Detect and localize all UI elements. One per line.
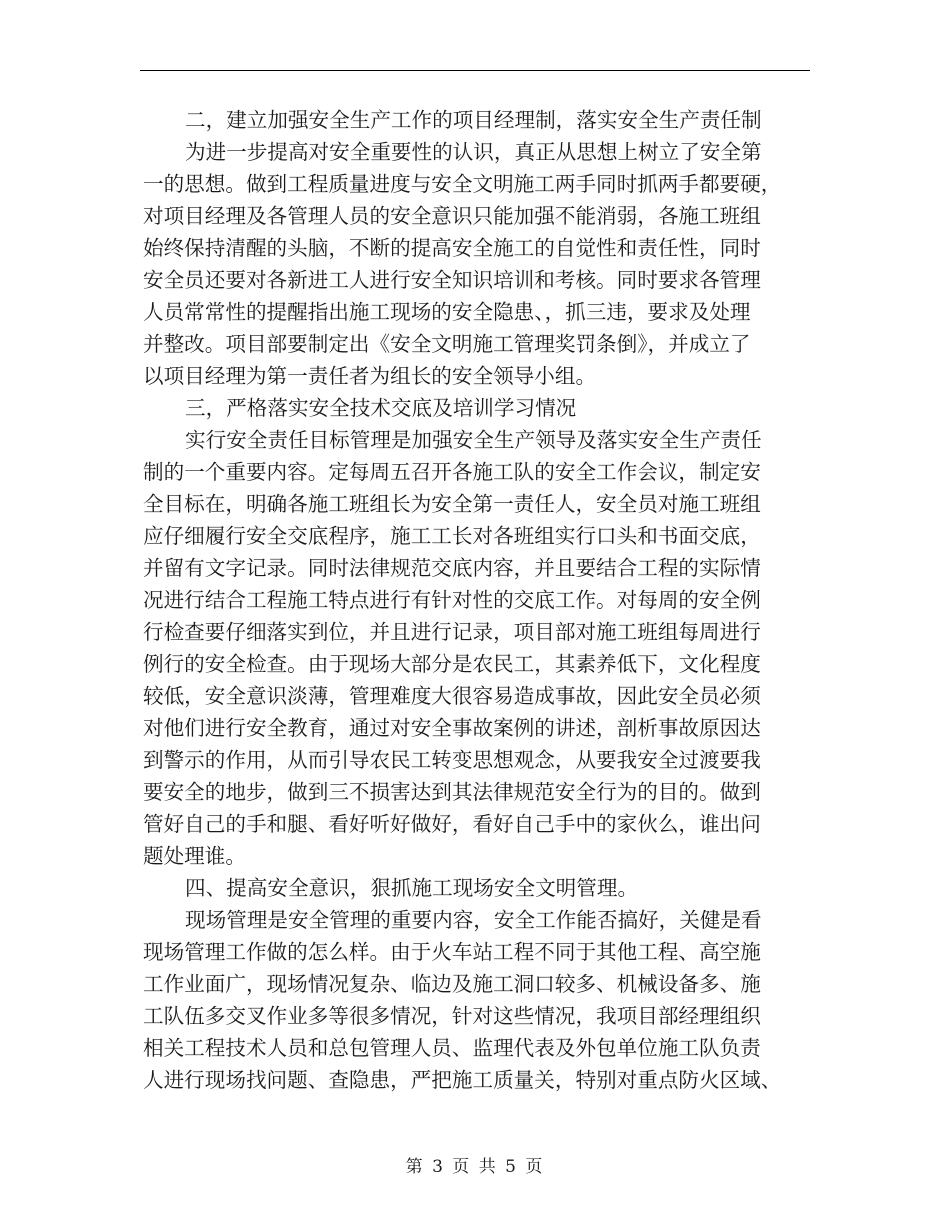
text-line: 对他们进行安全教育，通过对安全事故案例的讲述，剖析事故原因达 bbox=[143, 716, 761, 740]
text-line: 人员常常性的提醒指出施工现场的安全隐患、，抓三违，要求及处理 bbox=[143, 300, 751, 324]
text-line: 全目标在，明确各施工班组长为安全第一责任人，安全员对施工班组 bbox=[143, 492, 761, 516]
text-line: 安全员还要对各新进工人进行安全知识培训和考核。同时要求各管理 bbox=[143, 268, 761, 292]
text-line: 始终保持清醒的头脑，不断的提高安全施工的自觉性和责任性，同时 bbox=[143, 236, 761, 260]
text-line: 题处理谁。 bbox=[143, 844, 246, 868]
text-line: 为进一步提高对安全重要性的认识，真正从思想上树立了安全第 bbox=[185, 140, 762, 164]
document-body bbox=[143, 104, 809, 1096]
text-line: 制的一个重要内容。定每周五召开各施工队的安全工作会议，制定安 bbox=[143, 460, 761, 484]
header-rule bbox=[140, 70, 810, 71]
text-line: 实行安全责任目标管理是加强安全生产领导及落实安全生产责任 bbox=[185, 428, 762, 452]
text-line: 现场管理工作做的怎么样。由于火车站工程不同于其他工程、高空施 bbox=[143, 940, 761, 964]
text-line: 到警示的作用，从而引导农民工转变思想观念，从要我安全过渡要我 bbox=[143, 748, 761, 772]
text-line: 对项目经理及各管理人员的安全意识只能加强不能消弱，各施工班组 bbox=[143, 204, 761, 228]
text-line: 工队伍多交叉作业多等很多情况，针对这些情况，我项目部经理组织 bbox=[143, 1004, 761, 1028]
text-line: 四、提高安全意识，狠抓施工现场安全文明管理。 bbox=[185, 876, 639, 900]
text-line: 行检查要仔细落实到位，并且进行记录，项目部对施工班组每周进行 bbox=[143, 620, 761, 644]
text-line: 现场管理是安全管理的重要内容，安全工作能否搞好，关健是看 bbox=[185, 908, 762, 932]
text-line: 要安全的地步，做到三不损害达到其法律规范安全行为的目的。做到 bbox=[143, 780, 761, 804]
text-line: 三，严格落实安全技术交底及培训学习情况 bbox=[185, 396, 577, 420]
text-line: 管好自己的手和腿、看好听好做好，看好自己手中的家伙么，谁出问 bbox=[143, 812, 761, 836]
text-line: 人进行现场找问题、查隐患，严把施工质量关，特别对重点防火区域、 bbox=[143, 1068, 782, 1092]
text-line: 二，建立加强安全生产工作的项目经理制，落实安全生产责任制 bbox=[185, 108, 762, 132]
text-line: 以项目经理为第一责任者为组长的安全领导小组。 bbox=[143, 364, 597, 388]
page-number: 第 3 页 共 5 页 bbox=[405, 1157, 545, 1177]
text-line: 并留有文字记录。同时法律规范交底内容，并且要结合工程的实际情 bbox=[143, 556, 761, 580]
text-line: 较低，安全意识淡薄，管理难度大很容易造成事故，因此安全员必须 bbox=[143, 684, 761, 708]
text-line: 例行的安全检查。由于现场大部分是农民工，其素养低下，文化程度 bbox=[143, 652, 761, 676]
text-line: 工作业面广，现场情况复杂、临边及施工洞口较多、机械设备多、施 bbox=[143, 972, 761, 996]
text-line: 一的思想。做到工程质量进度与安全文明施工两手同时抓两手都要硬， bbox=[143, 172, 782, 196]
text-line: 应仔细履行安全交底程序，施工工长对各班组实行口头和书面交底， bbox=[143, 524, 761, 548]
text-line: 相关工程技术人员和总包管理人员、监理代表及外包单位施工队负责 bbox=[143, 1036, 761, 1060]
text-line: 并整改。项目部要制定出《安全文明施工管理奖罚条倒》，并成立了 bbox=[143, 332, 751, 356]
text-line: 况进行结合工程施工特点进行有针对性的交底工作。对每周的安全例 bbox=[143, 588, 761, 612]
